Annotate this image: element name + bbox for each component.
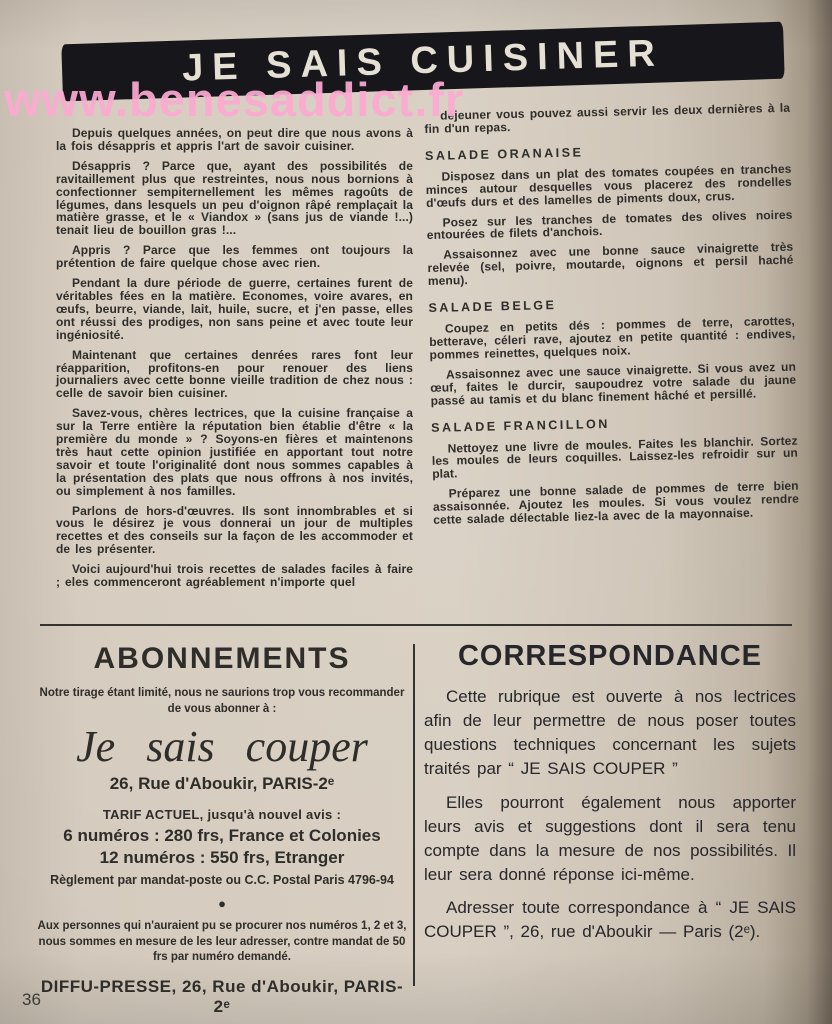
bullet-separator: ● — [218, 896, 226, 912]
back-issues-note: Aux personnes qui n'auraient pu se procurer nos numéros 1, 2 et 3, nous sommes en mesure de les leur adresser, contre mandat de 50 frs par numéro demandé. — [37, 920, 407, 964]
page-title: JE SAIS CUISINER — [181, 32, 665, 90]
article-paragraph: Parlons de hors-d'œuvres. Ils sont innombrables et si vous le désirez je vous donnerai un jour de multiples recettes et des conseils sur la façon de les accommoder et de les présenter. — [56, 503, 413, 557]
abonnements-box — [36, 640, 408, 1017]
horizontal-divider — [40, 624, 792, 626]
article-right-column — [424, 102, 800, 534]
recipe-paragraph: Coupez en petits dés : pommes de terre, carottes, betterave, céleri rave, ajoutez en petite quantité : endives, pommes reinettes, quelques noix. — [429, 313, 796, 362]
tarif-line: 6 numéros : 280 frs, France et Colonies — [63, 826, 381, 846]
article-paragraph: Pendant la dure période de guerre, certaines furent de véritables fées en la matière. Economes, voire avares, en œufs, beurre, viande, lait, huile, sucre, et j'en passe, elles ont réussi des prodiges, non sans peine et avec toute leur ingéniosité. — [56, 276, 413, 342]
correspondance-title: CORRESPONDANCE — [457, 640, 763, 672]
correspondance-paragraph: Elles pourront également nous apporter leurs avis et suggestions dont il sera tenu compte dans la mesure de nos possibilités. Il leur sera donné réponse ici-même. — [424, 792, 796, 884]
correspondance-box — [424, 640, 796, 953]
article-paragraph: Savez-vous, chères lectrices, que la cuisine française a sur la Terre entière la réputation bien établie d'être « la première du monde » ? Soyons-en fières et maintenons très haut cette opinion justifiée en apportant tout notre savoir et toute l'originalité dont nous sommes capables à la présentation des plats que nous offrons à nos invités, ou simplement à nos familles. — [56, 406, 413, 498]
recipe-heading-belge: SALADE BELGE — [428, 298, 557, 316]
page-number: 36 — [22, 990, 41, 1009]
article-paragraph: Voici aujourd'hui trois recettes de salades faciles à faire ; eles commenceront agréablement n'importe quel — [56, 562, 413, 590]
tarif-line: 12 numéros : 550 frs, Etranger — [99, 848, 345, 868]
payment-info: Règlement par mandat-poste ou C.C. Postal Paris 4796-94 — [50, 873, 394, 888]
tarif-title: TARIF ACTUEL, jusqu'à nouvel avis : — [102, 807, 342, 823]
abonnements-title: ABONNEMENTS — [93, 642, 351, 675]
vertical-column-divider — [413, 644, 415, 986]
magazine-address: 26, Rue d'Aboukir, PARIS-2ᵉ — [109, 774, 335, 794]
recipe-paragraph: Posez sur les tranches de tomates des olives noires entourées de filets d'anchois. — [426, 207, 793, 243]
article-paragraph: Appris ? Parce que les femmes ont toujours la prétention de faire quelque chose avec rien. — [56, 243, 413, 271]
article-paragraph: Maintenant que certaines denrées rares font leur réapparition, profitons-en pour renouer des liens journaliers avec cette bonne vieille tradition de chez nous : celle de savoir bien cuisiner. — [56, 347, 413, 401]
recipe-heading-oranaise: SALADE ORANAISE — [424, 145, 584, 163]
watermark-text: www.benesaddict.fr — [4, 73, 465, 126]
recipe-paragraph: Assaisonnez avec une sauce vinaigrette. Si vous avez un œuf, faites le durcir, saupoudrez votre salade du jaune passé au tamis et du blanc finement hâché et persillé. — [430, 359, 797, 408]
article-left-column — [56, 127, 413, 596]
distributor-address: DIFFU-PRESSE, 26, Rue d'Aboukir, PARIS-2ᵉ — [40, 976, 404, 1016]
article-paragraph: Désappris ? Parce que, ayant des possibilités de ravitaillement plus que restreintes, nous nous bornions à confectionner sempiternellement les mêmes ragoûts de légumes, dans lesquels un peu d'oignon râpé remplaçait la matière grasse, et le « Viandox » (sans jus de viande !...) tenait lieu de bouillon gras !... — [56, 158, 413, 238]
recipe-heading-francillon: SALADE FRANCILLON — [431, 416, 610, 435]
recipe-paragraph: Nettoyez une livre de moules. Faites les blanchir. Sortez les moules de leurs coquilles. Laissez-les refroidir sur un plat. — [431, 433, 799, 482]
recipe-paragraph: Assaisonnez avec une bonne sauce vinaigrette très relevée (sel, poivre, moutarde, oignons et persil haché menu). — [427, 240, 794, 289]
article-paragraph: déjeuner vous pouvez aussi servir les deux dernières à la fin d'un repas. — [424, 100, 791, 136]
correspondance-paragraph: Adresser toute correspondance à “ JE SAIS COUPER ”, 26, rue d'Aboukir — Paris (2ᵉ). — [424, 898, 796, 942]
recipe-paragraph: Disposez dans un plat des tomates coupées en tranches minces autour desquelles vous placerez des rondelles d'œufs durs et des lamelles de piments doux, crus. — [425, 161, 792, 210]
correspondance-paragraph: Cette rubrique est ouverte à nos lectrices afin de leur permettre de nous poser toutes questions techniques concernant les sujets traités par “ JE SAIS COUPER ” — [424, 687, 796, 779]
magazine-name: Je sais couper — [76, 722, 368, 772]
article-paragraph: Depuis quelques années, on peut dire que nous avons à la fois désappris et appris l'art de savoir cuisiner. — [56, 126, 413, 153]
abonnements-intro: Notre tirage étant limité, nous ne saurions trop vous recommander de vous abonner à : — [39, 687, 405, 715]
recipe-paragraph: Préparez une bonne salade de pommes de terre bien assaisonnée. Ajoutez les moules. Si vous voulez rendre cette salade délectable liez-la avec de la mayonnaise. — [432, 478, 800, 527]
